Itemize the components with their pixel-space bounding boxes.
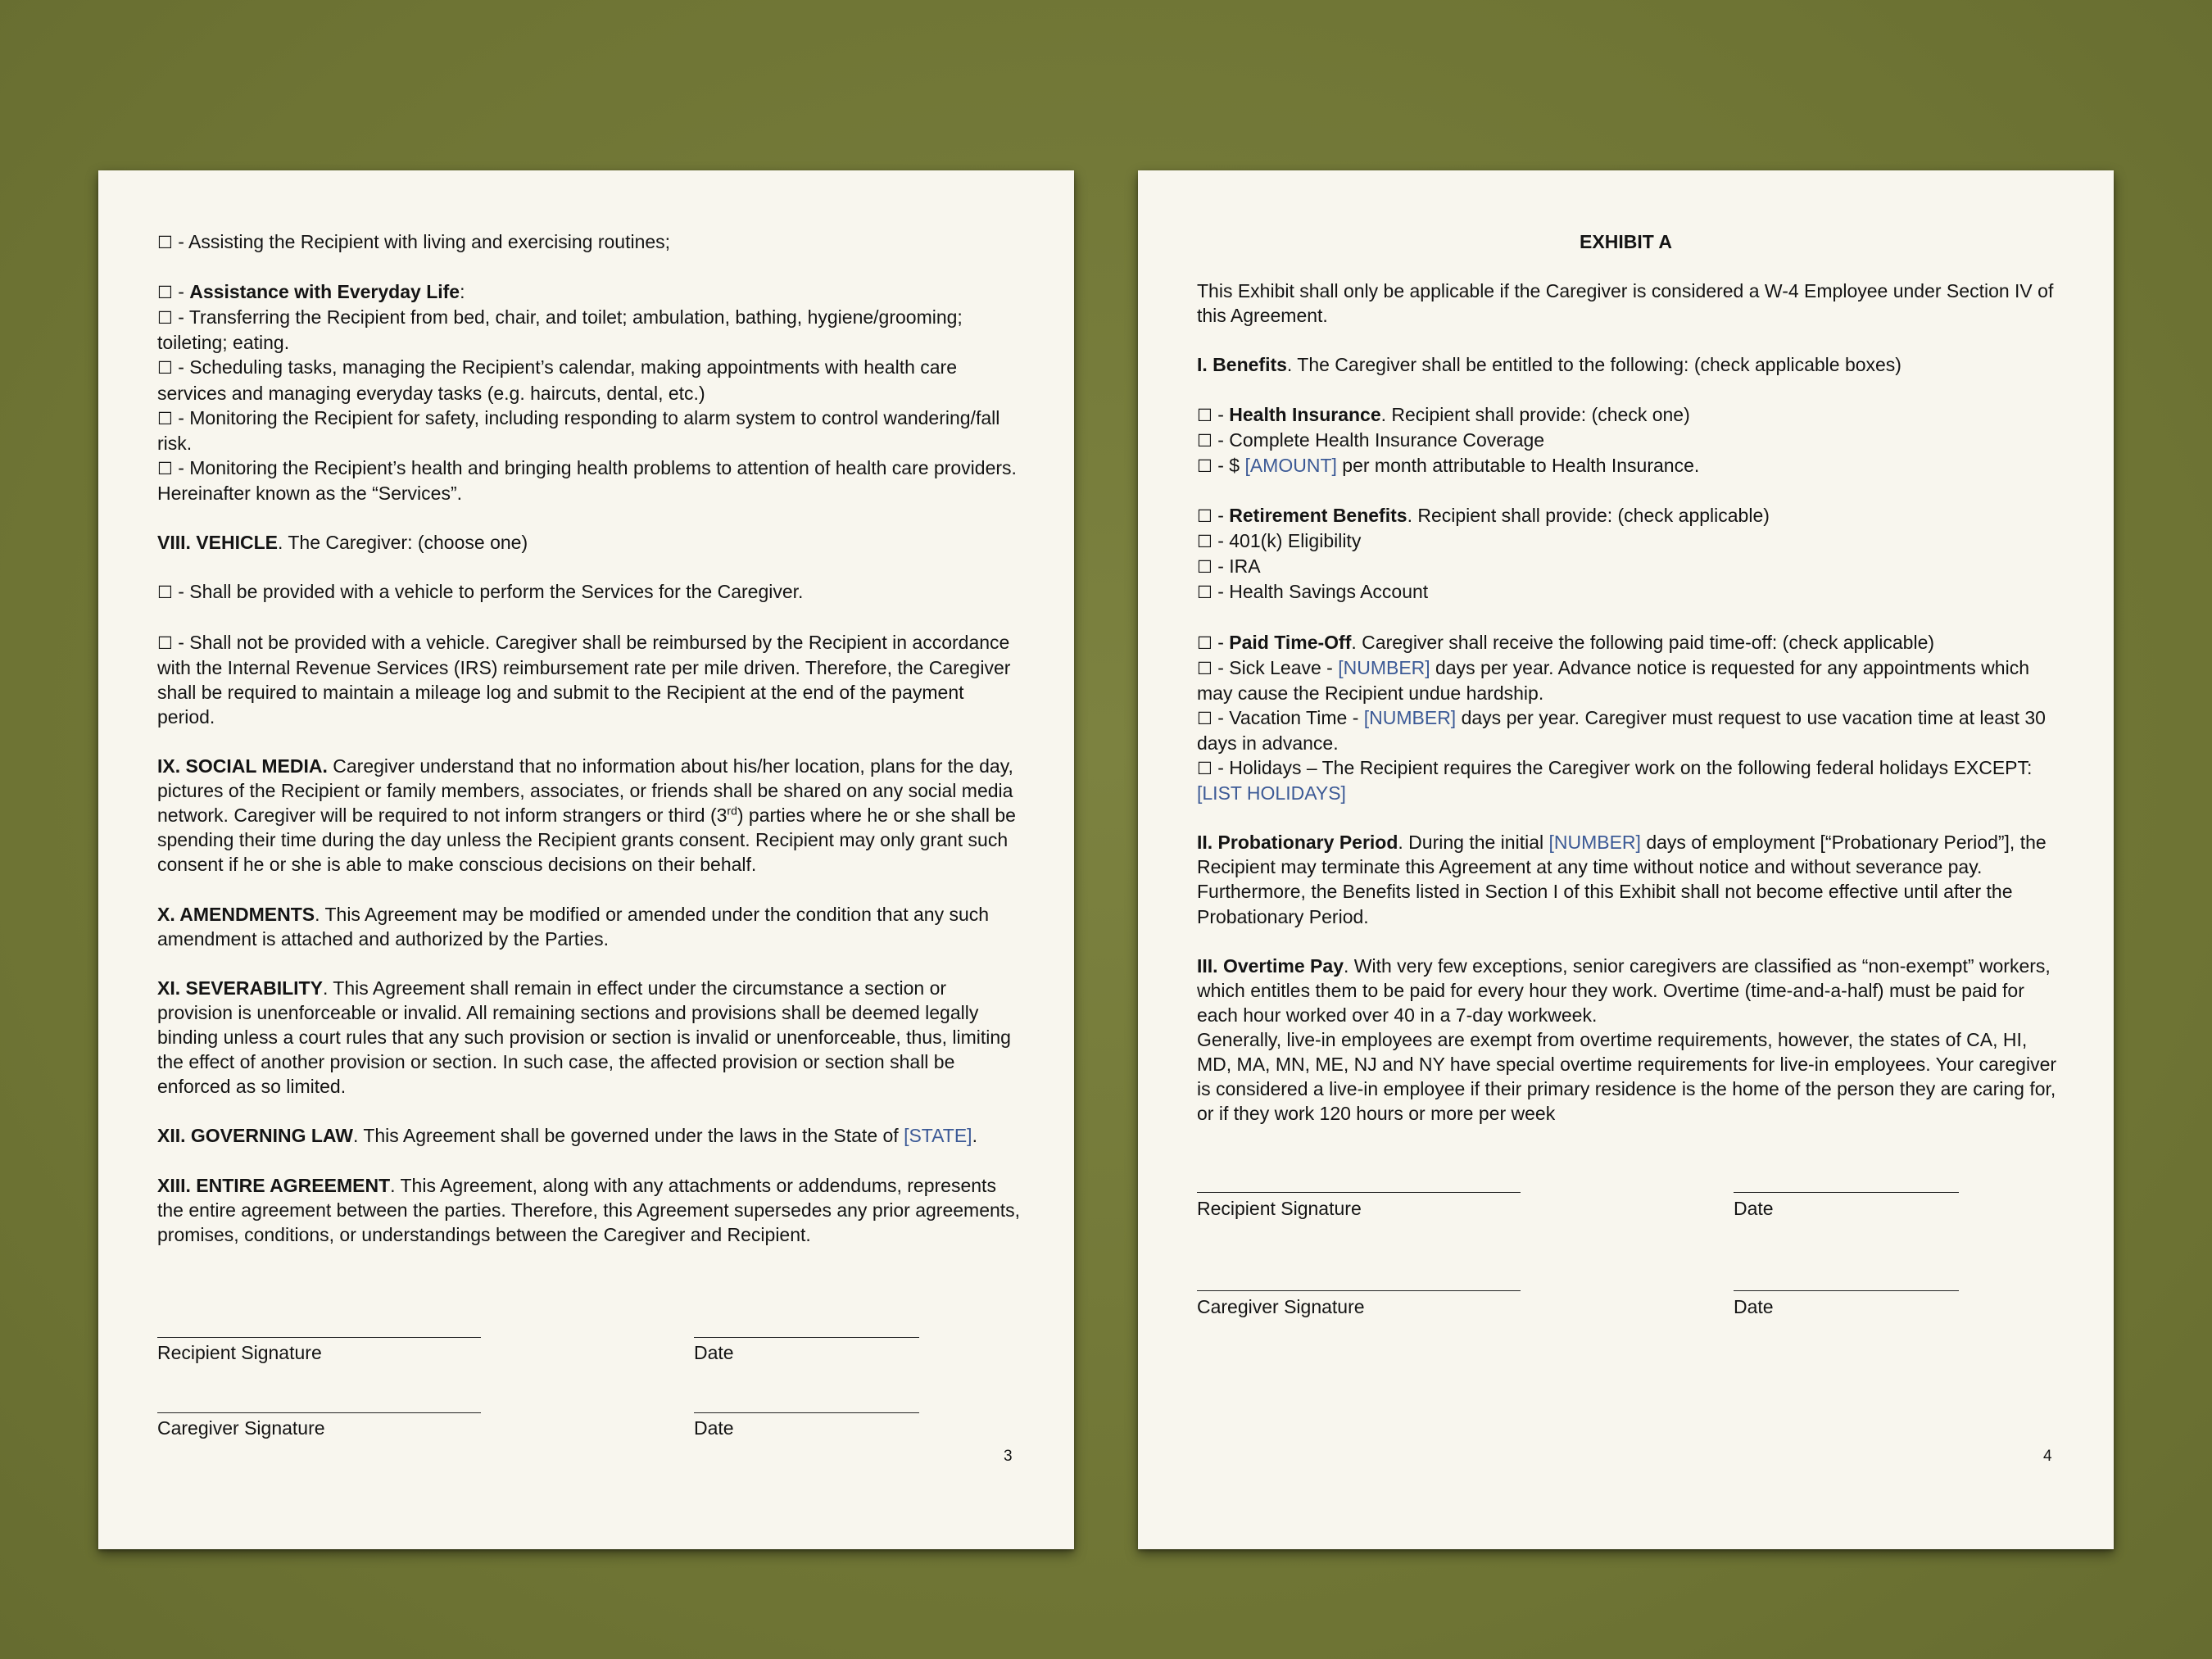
recipient-date-label: Date (694, 1342, 734, 1363)
caregiver-signature-label: Caregiver Signature (1197, 1296, 1365, 1317)
recipient-signature-line[interactable] (157, 1337, 481, 1338)
health-insurance-heading: ☐ - Health Insurance. Recipient shall provide: (check one) (1197, 403, 1690, 425)
hereinafter-text: Hereinafter known as the “Services”. (157, 482, 462, 504)
amendments-section: X. AMENDMENTS. This Agreement may be modified or amended under the condition that any such amendment is attached and authorized by the Parties. (157, 903, 990, 950)
pto-sick-leave: ☐ - Sick Leave - [NUMBER] days per year. Advance notice is requested for any appointments which may cause the Recipient undue hardship. (1197, 656, 2029, 704)
everyday-item-scheduling: ☐ - Scheduling tasks, managing the Recipient’s calendar, making appointments with health care services and managing everyday tasks (e.g. haircuts, dental, etc.) (157, 356, 958, 404)
checkbox-icon[interactable]: ☐ (157, 308, 173, 329)
checkbox-icon[interactable]: ☐ (1197, 708, 1213, 728)
recipient-signature-label: Recipient Signature (157, 1342, 322, 1363)
caregiver-date-line[interactable] (694, 1412, 919, 1413)
page-number: 3 (1004, 1448, 1013, 1465)
governing-law-section: XII. GOVERNING LAW. This Agreement shall be governed under the laws in the State of [STATE]. (157, 1125, 977, 1147)
amount-placeholder[interactable]: [AMOUNT] (1244, 454, 1337, 476)
probationary-section: II. Probationary Period. During the initial [NUMBER] days of employment [“Probationary Period”], the Recipient may terminate this Agreement at any time without notice and without severance pay. Furthermore, the Benefits listed in Section I of this Exhibit shall not become effective until after the Probationary Period. (1197, 832, 2047, 927)
recipient-date-label: Date (1734, 1198, 1774, 1219)
caregiver-date-line[interactable] (1734, 1290, 1959, 1291)
checkbox-icon[interactable]: ☐ (1197, 632, 1213, 653)
retirement-option-hsa: ☐ - Health Savings Account (1197, 581, 1429, 603)
services-item-routines: ☐ - Assisting the Recipient with living and exercising routines; (157, 231, 671, 252)
severability-section: XI. SEVERABILITY. This Agreement shall remain in effect under the circumstance a section or provision is unenforceable or invalid. All remaining sections and provisions shall be deemed legally binding unless a court rules that any such provision or section is invalid or unenforceable, thus, limiting the effect of another provision or section. In such case, the affected provision or section shall be enforced as so limited. (157, 977, 1011, 1098)
overtime-section: III. Overtime Pay. With very few exceptions, senior caregivers are classified as “non-exempt” workers, which entitles them to be paid for every hour they work. Overtime (time-and-a-half) must be paid for each hour worked over 40 in a 7-day workweek. (1197, 954, 2051, 1026)
caregiver-signature-line[interactable] (1197, 1290, 1521, 1291)
checkbox-icon[interactable]: ☐ (157, 233, 173, 252)
exhibit-intro: This Exhibit shall only be applicable if the Caregiver is considered a W-4 Employee under Section IV of this Agreement. (1197, 280, 2054, 327)
everyday-item-transfer: ☐ - Transferring the Recipient from bed, chair, and toilet; ambulation, bathing, hygiene/grooming; toileting; eating. (157, 306, 963, 354)
page-number: 4 (2043, 1448, 2052, 1465)
overtime-live-in-text: Generally, live-in employees are exempt from overtime requirements, however, the states of CA, HI, MD, MA, MN, ME, NJ and NY have special overtime requirements for live-in employees. Your caregiver is considered a live-in employee if their primary residence is the home of the person they are caring for, or if they work 120 hours or more per week (1197, 1029, 2057, 1125)
checkbox-icon[interactable]: ☐ (1197, 532, 1213, 552)
checkbox-icon[interactable]: ☐ (1197, 506, 1213, 527)
checkbox-icon[interactable]: ☐ (1197, 582, 1213, 603)
vehicle-option-provided: ☐ - Shall be provided with a vehicle to perform the Services for the Caregiver. (157, 581, 804, 603)
recipient-signature-line[interactable] (1197, 1192, 1521, 1193)
number-placeholder[interactable]: [NUMBER] (1363, 706, 1457, 728)
checkbox-icon[interactable]: ☐ (1197, 758, 1213, 778)
health-option-amount: ☐ - $ [AMOUNT] per month attributable to Health Insurance. (1197, 454, 1700, 476)
caregiver-date-label: Date (694, 1417, 734, 1439)
recipient-signature-label: Recipient Signature (1197, 1198, 1362, 1219)
social-media-section: IX. SOCIAL MEDIA. Caregiver understand that no information about his/her location, plans for the day, pictures of the Recipient or family members, associates, or friends shall be shared on any social media network. Caregiver will be required to not inform strangers or third (3rd) parties where he or she shall be spending their time during the day unless the Recipient grants consent. Recipient may only grant such consent if he or she is able to make conscious decisions on their behalf. (157, 755, 1016, 876)
checkbox-icon[interactable]: ☐ (157, 358, 173, 378)
checkbox-icon[interactable]: ☐ (157, 458, 173, 478)
recipient-date-line[interactable] (1734, 1192, 1959, 1193)
holidays-placeholder[interactable]: [LIST HOLIDAYS] (1197, 782, 1346, 805)
pto-heading: ☐ - Paid Time-Off. Caregiver shall receive the following paid time-off: (check applicable) (1197, 631, 1935, 653)
health-option-complete: ☐ - Complete Health Insurance Coverage (1197, 428, 1545, 451)
vehicle-option-not-provided: ☐ - Shall not be provided with a vehicle. Caregiver shall be reimbursed by the Recipient in accordance with the Internal Revenue Services (IRS) reimbursement rate per mile driven. Therefore, the Caregiver shall be required to maintain a mileage log and submit to the Recipient at the end of the payment period. (157, 631, 1011, 728)
checkbox-icon[interactable]: ☐ (1197, 405, 1213, 425)
number-placeholder[interactable]: [NUMBER] (1338, 656, 1430, 678)
state-placeholder[interactable]: [STATE] (904, 1125, 972, 1147)
caregiver-signature-line[interactable] (157, 1412, 481, 1413)
caregiver-date-label: Date (1734, 1296, 1774, 1317)
checkbox-icon[interactable]: ☐ (157, 632, 173, 653)
entire-agreement-section: XIII. ENTIRE AGREEMENT. This Agreement, along with any attachments or addendums, represents the entire agreement between the parties. Therefore, this Agreement supersedes any prior agreements, promises, conditions, or understandings between the Caregiver and Recipient. (157, 1174, 1021, 1245)
document-page-4 (1138, 170, 2114, 1549)
checkbox-icon[interactable]: ☐ (1197, 658, 1213, 678)
benefits-section: I. Benefits. The Caregiver shall be entitled to the following: (check applicable boxes) (1197, 354, 1902, 376)
pto-holidays: ☐ - Holidays – The Recipient requires the Caregiver work on the following federal holidays EXCEPT: [LIST HOLIDAYS] (1197, 756, 2033, 805)
checkbox-icon[interactable]: ☐ (157, 283, 173, 303)
recipient-date-line[interactable] (694, 1337, 919, 1338)
vehicle-section: VIII. VEHICLE. The Caregiver: (choose one) (157, 532, 528, 554)
checkbox-icon[interactable]: ☐ (1197, 456, 1213, 476)
retirement-option-ira: ☐ - IRA (1197, 555, 1261, 578)
number-placeholder[interactable]: [NUMBER] (1548, 832, 1641, 854)
checkbox-icon[interactable]: ☐ (157, 408, 173, 428)
everyday-item-health: ☐ - Monitoring the Recipient’s health and bringing health problems to attention of health care providers. (157, 456, 1017, 478)
everyday-life-heading: ☐ - Assistance with Everyday Life: (157, 281, 465, 303)
checkbox-icon[interactable]: ☐ (157, 582, 173, 603)
checkbox-icon[interactable]: ☐ (1197, 430, 1213, 451)
retirement-option-401k: ☐ - 401(k) Eligibility (1197, 530, 1362, 552)
caregiver-signature-label: Caregiver Signature (157, 1417, 325, 1439)
everyday-item-safety: ☐ - Monitoring the Recipient for safety, including responding to alarm system to control wandering/fall risk. (157, 406, 1000, 454)
pto-vacation: ☐ - Vacation Time - [NUMBER] days per year. Caregiver must request to use vacation time at least 30 days in advance. (1197, 706, 2046, 754)
page-4-body (1197, 229, 2065, 1126)
document-page-3 (98, 170, 1074, 1549)
checkbox-icon[interactable]: ☐ (1197, 557, 1213, 578)
page-3-body (157, 229, 1026, 1247)
exhibit-title: EXHIBIT A (1580, 231, 1672, 252)
retirement-heading: ☐ - Retirement Benefits. Recipient shall provide: (check applicable) (1197, 505, 1770, 527)
